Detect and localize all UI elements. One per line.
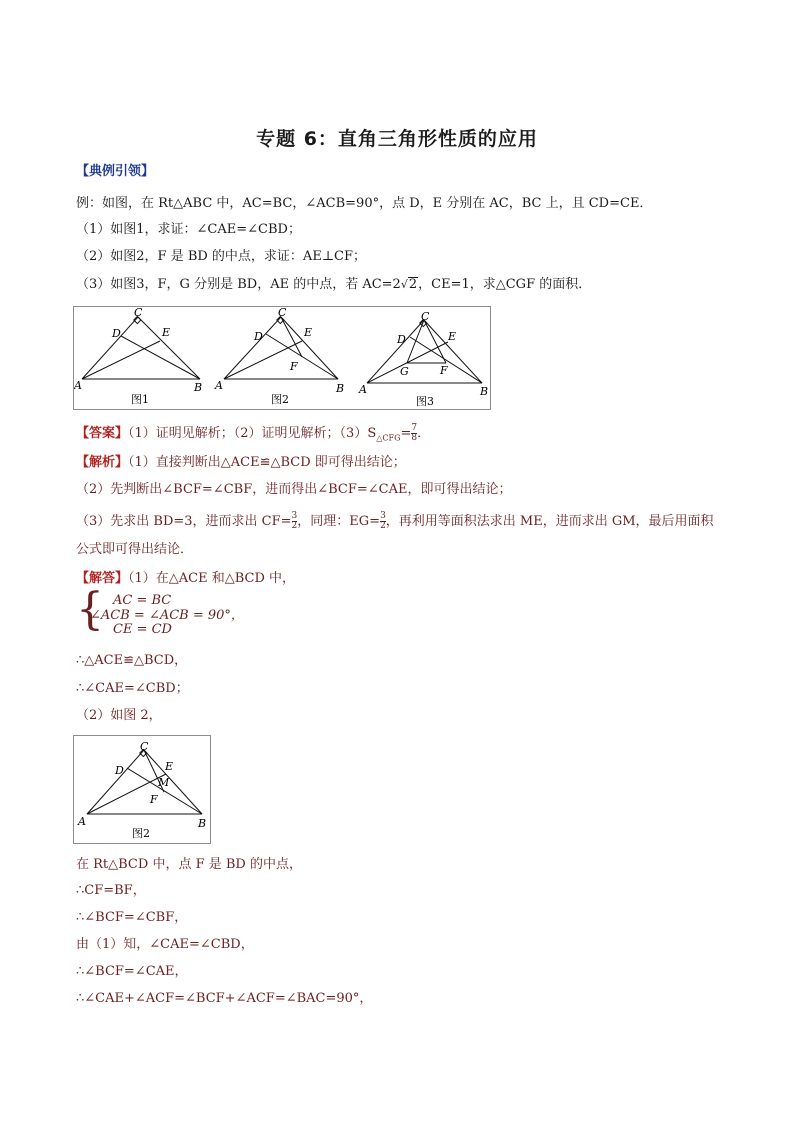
fig1-label-d: D	[112, 327, 121, 340]
frac2-num: 3	[380, 511, 386, 521]
solution-s5: 在 Rt△BCD 中，点 F 是 BD 的中点，	[76, 857, 302, 872]
fig2b-label-m: M	[158, 776, 170, 789]
fig3-label-g: G	[400, 365, 409, 378]
fig2b-caption: 图2	[132, 827, 150, 840]
figure-panel-2	[73, 735, 211, 844]
problem-q3-post: ，CE=1，求△CGF 的面积．	[418, 277, 592, 292]
page-title: 专题 6：直角三角形性质的应用	[256, 128, 538, 150]
solution-s8: 由（1）知，∠CAE=∠CBD，	[76, 937, 254, 952]
analysis-line-3	[76, 512, 714, 531]
answer-text: （1）证明见解析；（2）证明见解析；（3）S	[128, 426, 377, 441]
figure-3	[367, 319, 482, 383]
fig2b-label-c: C	[140, 740, 149, 753]
problem-intro: 例：如图，在 Rt△ABC 中，AC=BC，∠ACB=90°，点 D，E 分别在 AC，BC 上，且 CD=CE．	[76, 196, 653, 211]
problem-q3: （3）如图3，F，G 分别是 BD，AE 的中点，若 AC=2√2，CE=1，求△CGF 的面积．	[76, 277, 592, 292]
figure-1	[82, 316, 200, 379]
system-row-1: AC = BC	[113, 593, 172, 608]
analysis-l3-c: ，再利用等面积法求出 ME，进而求出 GM，最后用面积	[385, 514, 714, 529]
analysis-l1: （1）直接判断出△ACE≌△BCD 即可得出结论；	[128, 455, 406, 470]
figure-2-large-svg	[74, 736, 210, 843]
fig2-caption: 图2	[271, 393, 289, 406]
fig2b-label-b: B	[198, 817, 207, 830]
system-row-2: ∠ACB = ∠ACB = 90°，	[90, 608, 244, 623]
fig3-label-e: E	[448, 330, 457, 343]
fig2b-label-d: D	[115, 764, 124, 777]
answer-label: 【答案】	[76, 426, 129, 441]
solution-label: 【解答】	[76, 571, 129, 586]
solution-s6: ∴CF=BF，	[76, 883, 146, 898]
fig3-label-d: D	[397, 333, 406, 346]
fig2-label-e: E	[304, 326, 313, 339]
fig2-label-d: D	[254, 330, 263, 343]
fig2-label-a: A	[215, 379, 223, 392]
fig2b-label-e: E	[165, 760, 174, 773]
problem-q3-pre: （3）如图3，F，G 分别是 BD，AE 的中点，若 AC=2	[76, 277, 401, 292]
fig1-label-e: E	[162, 326, 171, 339]
system-row-3: CE = CD	[113, 622, 172, 637]
analysis-line-1	[76, 454, 406, 472]
solution-s2: ∴△ACE≌△BCD，	[76, 653, 188, 668]
solution-s10: ∴∠CAE+∠ACF=∠BCF+∠ACF=∠BAC=90°，	[76, 991, 373, 1006]
analysis-l3-a: （3）先求出 BD=3，进而求出 CF=	[76, 514, 292, 529]
answer-end: ．	[417, 426, 431, 441]
answer-sub: △CFG	[376, 433, 401, 443]
solution-s4: （2）如图 2，	[76, 708, 162, 723]
analysis-l4: 公式即可得出结论．	[76, 542, 194, 557]
figure-panel-1-3	[73, 306, 491, 410]
analysis-l3-b: ，同理：EG=	[297, 514, 381, 529]
frac2-den: 2	[380, 521, 386, 531]
fig1-label-b: B	[194, 381, 203, 394]
solution-s3: ∴∠CAE=∠CBD；	[76, 681, 189, 696]
fig1-label-a: A	[74, 379, 82, 392]
figure-2	[224, 316, 338, 379]
problem-q3-sqrt: 2	[408, 277, 418, 292]
fig3-label-a: A	[359, 383, 367, 396]
fig3-label-c: C	[421, 310, 430, 323]
fig2b-label-f: F	[150, 793, 158, 806]
answer-num: 7	[411, 423, 418, 433]
solution-s9: ∴∠BCF=∠CAE，	[76, 964, 188, 979]
analysis-l2: （2）先判断出∠BCF=∠CBF，进而得出∠BCF=∠CAE，即可得出结论；	[76, 482, 512, 497]
fig1-caption: 图1	[131, 393, 149, 406]
fig1-label-c: C	[134, 307, 143, 319]
frac1-num: 3	[291, 511, 298, 521]
brace-icon: {	[76, 584, 104, 635]
answer-eq: =	[400, 426, 412, 441]
fig2-label-b: B	[336, 382, 345, 395]
frac1-den: 2	[291, 521, 298, 531]
analysis-label: 【解析】	[76, 455, 129, 470]
section-label: 【典例引领】	[76, 164, 155, 179]
solution-s1: （1）在△ACE 和△BCD 中，	[128, 571, 296, 586]
fig2-label-c: C	[278, 307, 287, 319]
answer-line	[76, 424, 430, 448]
fig3-label-f: F	[440, 364, 448, 377]
problem-q2: （2）如图2，F 是 BD 的中点，求证：AE⊥CF；	[76, 249, 367, 264]
fig2b-label-a: A	[78, 815, 86, 828]
answer-den: 8	[411, 433, 418, 443]
fig3-caption: 图3	[416, 395, 434, 408]
problem-q1: （1）如图1，求证：∠CAE=∠CBD；	[76, 222, 301, 237]
fig2-label-f: F	[290, 360, 298, 373]
fig3-label-b: B	[480, 385, 489, 398]
solution-line-1	[76, 570, 295, 588]
solution-s7: ∴∠BCF=∠CBF，	[76, 910, 188, 925]
figures-svg	[74, 307, 490, 409]
